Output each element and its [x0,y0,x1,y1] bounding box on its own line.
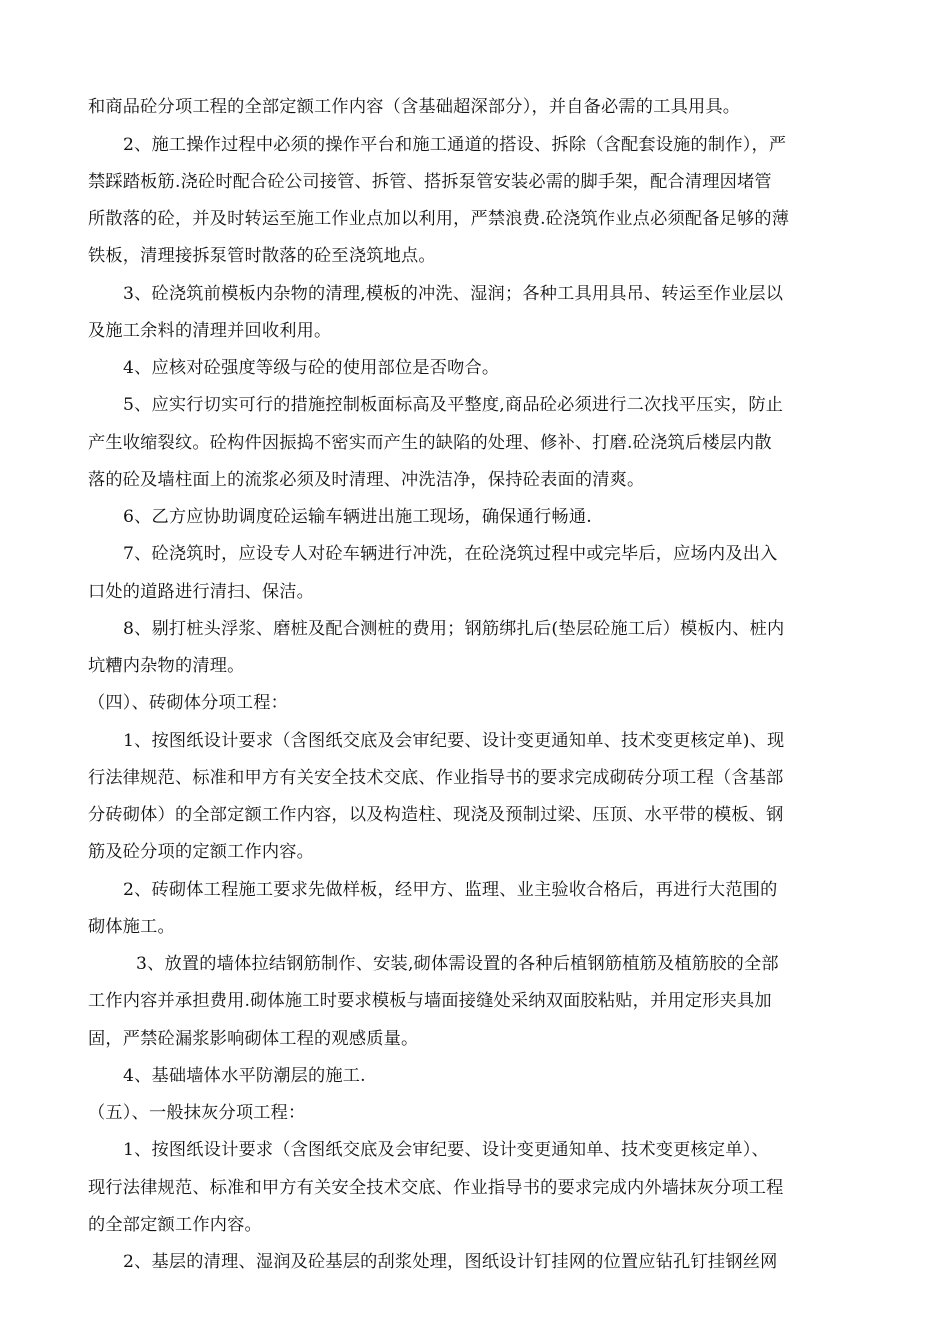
text-line-22: 2、砖砌体工程施工要求先做样板，经甲方、监理、业主验收合格后，再进行大范围的 [123,880,778,900]
text-line-14: 口处的道路进行清扫、保洁。 [88,582,315,602]
text-line-27: 4、基础墙体水平防潮层的施工. [123,1066,366,1086]
text-line-32: 2、基层的清理、湿润及砼基层的刮浆处理，图纸设计钉挂网的位置应钻孔钉挂钢丝网 [123,1252,778,1272]
text-line-4: 所散落的砼，并及时转运至施工作业点加以利用，严禁浪费.砼浇筑作业点必须配备足够的薄 [88,209,790,229]
text-line-5: 铁板，清理接拆泵管时散落的砼至浇筑地点。 [88,246,436,266]
text-line-31: 的全部定额工作内容。 [88,1215,262,1235]
text-line-29: 1、按图纸设计要求（含图纸交底及会审纪要、设计变更通知单、技术变更核定单）、 [123,1140,769,1160]
text-line-19: 行法律规范、标准和甲方有关安全技术交底、作业指导书的要求完成砌砖分项工程（含基部 [88,768,784,788]
text-line-13: 7、砼浇筑时，应设专人对砼车辆进行冲洗，在砼浇筑过程中或完毕后，应场内及出入 [123,544,778,564]
section-heading-plastering: （五）、一般抹灰分项工程： [88,1103,306,1123]
text-line-30: 现行法律规范、标准和甲方有关安全技术交底、作业指导书的要求完成内外墙抹灰分项工程 [88,1178,784,1198]
text-line-8: 4、应核对砼强度等级与砼的使用部位是否吻合。 [123,358,500,378]
text-line-16: 坑糟内杂物的清理。 [88,656,245,676]
text-line-2: 2、施工操作过程中必须的操作平台和施工通道的搭设、拆除（含配套设施的制作），严 [123,135,787,155]
text-line-15: 8、剔打桩头浮浆、磨桩及配合测桩的费用；钢筋绑扎后(垫层砼施工后）模板内、桩内 [123,619,785,639]
text-line-26: 固，严禁砼漏浆影响砌体工程的观感质量。 [88,1029,419,1049]
text-line-7: 及施工余料的清理并回收利用。 [88,321,332,341]
text-line-25: 工作内容并承担费用.砌体施工时要求模板与墙面接缝处采纳双面胶粘贴，并用定形夹具加 [88,991,772,1011]
text-line-12: 6、乙方应协助调度砼运输车辆进出施工现场，确保通行畅通. [123,507,592,527]
text-line-11: 落的砼及墙柱面上的流浆必须及时清理、冲洗洁净，保持砼表面的清爽。 [88,470,645,490]
text-line-18: 1、按图纸设计要求（含图纸交底及会审纪要、设计变更通知单、技术变更核定单)、现 [123,731,785,751]
text-line-10: 产生收缩裂纹。砼构件因振捣不密实而产生的缺陷的处理、修补、打磨.砼浇筑后楼层内散 [88,433,772,453]
text-line-24: 3、放置的墙体拉结钢筋制作、安装,砌体需设置的各种后植钢筋植筋及植筋胶的全部 [136,954,779,974]
text-line-23: 砌体施工。 [88,917,175,937]
text-line-21: 筋及砼分项的定额工作内容。 [88,842,315,862]
section-heading-masonry: （四）、砖砌体分项工程： [88,693,289,713]
text-line-9: 5、应实行切实可行的措施控制板面标高及平整度,商品砼必须进行二次找平压实，防止 [123,395,784,415]
text-line-3: 禁踩踏板筋.浇砼时配合砼公司接管、拆管、搭拆泵管安装必需的脚手架，配合清理因堵管 [88,172,772,192]
text-line-6: 3、砼浇筑前模板内杂物的清理,模板的冲洗、湿润；各种工具用具吊、转运至作业层以 [123,284,784,304]
text-line-1: 和商品砼分项工程的全部定额工作内容（含基础超深部分），并自备必需的工具用具。 [88,97,741,117]
text-line-20: 分砖砌体）的全部定额工作内容，以及构造柱、现浇及预制过梁、压顶、水平带的模板、钢 [88,805,784,825]
